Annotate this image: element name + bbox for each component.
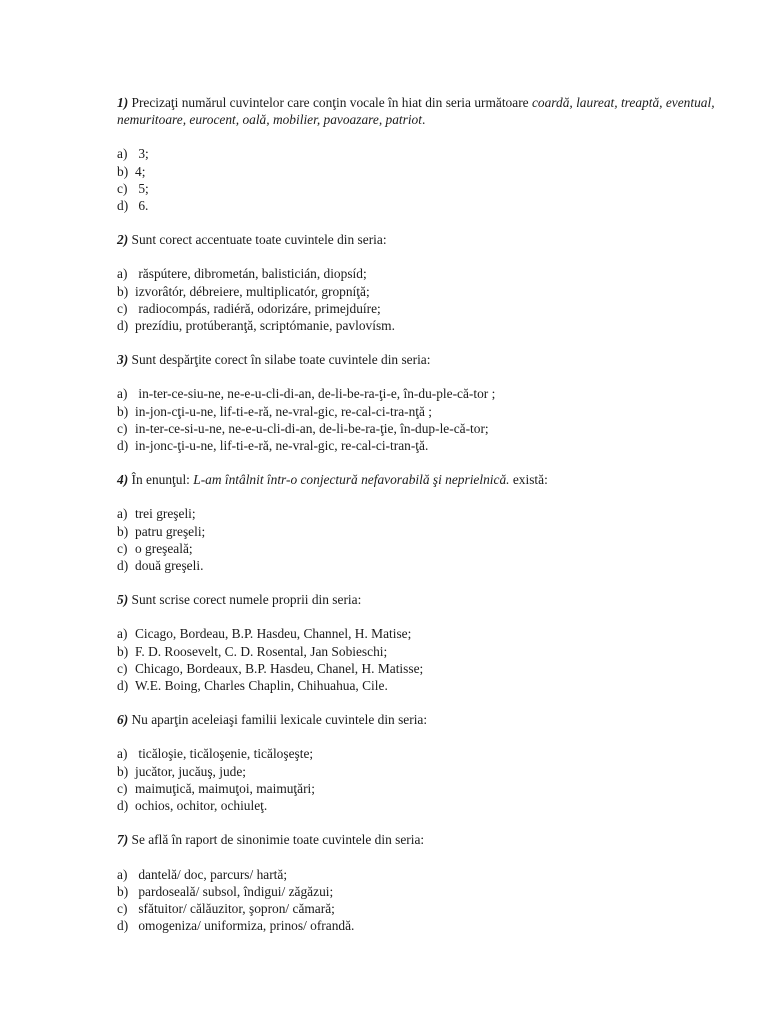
question-text: Sunt despărţite corect în silabe toate cuvintele din seria: bbox=[128, 352, 431, 368]
option-text: omogeniza/ uniformiza, prinos/ ofrandă. bbox=[135, 918, 355, 934]
answer-option bbox=[117, 797, 717, 814]
answer-options bbox=[117, 625, 717, 694]
option-letter: d) bbox=[117, 678, 129, 694]
option-text: răspútere, dibrometán, balisticián, diopsíd; bbox=[135, 266, 367, 282]
option-text: pardoseală/ subsol, îndigui/ zăgăzui; bbox=[135, 883, 334, 899]
question-prompt bbox=[117, 351, 717, 368]
answer-option bbox=[117, 625, 717, 642]
question-text: Se află în raport de sinonimie toate cuvintele din seria: bbox=[128, 832, 425, 848]
option-letter: d) bbox=[117, 198, 129, 214]
answer-option bbox=[117, 300, 717, 317]
option-letter: a) bbox=[117, 266, 128, 282]
answer-option bbox=[117, 283, 717, 300]
option-text: W.E. Boing, Charles Chaplin, Chihuahua, Cile. bbox=[135, 678, 388, 694]
question-text: Precizaţi numărul cuvintelor care conţin vocale în hiat din seria următoare bbox=[128, 95, 532, 110]
option-text: Chicago, Bordeaux, B.P. Hasdeu, Chanel, H. Matisse; bbox=[135, 660, 424, 676]
option-text: jucător, jucăuş, jude; bbox=[135, 763, 247, 779]
question-prompt bbox=[117, 831, 717, 848]
option-text: Cicago, Bordeau, B.P. Hasdeu, Channel, H. Matise; bbox=[135, 626, 412, 642]
option-text: 4; bbox=[135, 163, 146, 179]
answer-option bbox=[117, 523, 717, 540]
option-letter: a) bbox=[117, 386, 128, 402]
answer-options bbox=[117, 265, 717, 334]
question-number: 2) bbox=[117, 232, 129, 248]
option-letter: d) bbox=[117, 318, 129, 334]
answer-options bbox=[117, 866, 717, 935]
option-text: 3; bbox=[135, 146, 149, 162]
option-text: ticăloşie, ticăloşenie, ticăloşeşte; bbox=[135, 746, 314, 762]
option-text: in-ter-ce-si-u-ne, ne-e-u-cli-di-an, de-li-be-ra-ţie, în-dup-le-că-tor; bbox=[135, 420, 489, 436]
answer-option bbox=[117, 917, 717, 934]
question-prompt bbox=[117, 591, 717, 608]
question-emphasis: L-am întâlnit într-o conjectură nefavorabilă şi neprielnică. bbox=[193, 472, 510, 488]
option-letter: b) bbox=[117, 883, 129, 899]
option-text: izvorâtór, débreiere, multiplicatór, gropníţă; bbox=[135, 283, 370, 299]
question-number: 3) bbox=[117, 352, 129, 368]
option-text: ochios, ochitor, ochiuleţ. bbox=[135, 798, 268, 814]
answer-option bbox=[117, 866, 717, 883]
option-letter: a) bbox=[117, 626, 128, 642]
option-text: prezídiu, protúberanţă, scriptómanie, pavlovísm. bbox=[135, 318, 395, 334]
answer-options bbox=[117, 505, 717, 574]
question-block bbox=[117, 351, 717, 454]
question-prompt bbox=[117, 711, 717, 728]
question-text: Nu aparţin aceleiaşi familii lexicale cuvintele din seria: bbox=[128, 712, 428, 728]
question-prompt bbox=[117, 471, 717, 488]
answer-options bbox=[117, 745, 717, 814]
answer-option bbox=[117, 780, 717, 797]
option-letter: b) bbox=[117, 643, 129, 659]
question-prompt bbox=[117, 231, 717, 248]
question-text: Sunt scrise corect numele proprii din seria: bbox=[128, 592, 362, 608]
answer-option bbox=[117, 145, 717, 162]
option-text: două greşeli. bbox=[135, 558, 204, 574]
option-letter: b) bbox=[117, 283, 129, 299]
answer-option bbox=[117, 385, 717, 402]
answer-options bbox=[117, 145, 717, 214]
option-letter: d) bbox=[117, 558, 129, 574]
answer-option bbox=[117, 163, 717, 180]
option-letter: c) bbox=[117, 900, 128, 916]
option-text: in-ter-ce-siu-ne, ne-e-u-cli-di-an, de-li-be-ra-ţi-e, în-du-ple-că-tor ; bbox=[135, 386, 496, 402]
question-text: Sunt corect accentuate toate cuvintele din seria: bbox=[128, 232, 387, 248]
option-letter: b) bbox=[117, 523, 129, 539]
answer-option bbox=[117, 317, 717, 334]
option-text: maimuţică, maimuţoi, maimuţări; bbox=[135, 780, 315, 796]
question-number: 1) bbox=[117, 95, 129, 110]
answer-option bbox=[117, 557, 717, 574]
question-number: 5) bbox=[117, 592, 129, 608]
option-letter: a) bbox=[117, 866, 128, 882]
option-text: in-jonc-ţi-u-ne, lif-ti-e-ră, ne-vral-gic, re-cal-ci-tran-ţă. bbox=[135, 438, 429, 454]
question-emphasis: coardă, laureat, treaptă, eventual, nemuritoare, eurocent, oală, mobilier, pavoazare, patriot bbox=[117, 95, 715, 128]
option-letter: a) bbox=[117, 746, 128, 762]
option-text: F. D. Roosevelt, C. D. Rosental, Jan Sobieschi; bbox=[135, 643, 388, 659]
option-letter: c) bbox=[117, 180, 128, 196]
question-block bbox=[117, 94, 717, 214]
document-page bbox=[117, 94, 717, 951]
question-block bbox=[117, 231, 717, 334]
option-letter: c) bbox=[117, 660, 128, 676]
option-text: o greşeală; bbox=[135, 540, 193, 556]
option-letter: d) bbox=[117, 438, 129, 454]
option-text: 5; bbox=[135, 180, 149, 196]
option-letter: c) bbox=[117, 780, 128, 796]
option-text: in-jon-cţi-u-ne, lif-ti-e-ră, ne-vral-gic, re-cal-ci-tra-nţă ; bbox=[135, 403, 433, 419]
option-text: 6. bbox=[135, 198, 149, 214]
answer-option bbox=[117, 540, 717, 557]
question-block bbox=[117, 591, 717, 694]
answer-option bbox=[117, 745, 717, 762]
question-block bbox=[117, 711, 717, 814]
answer-option bbox=[117, 883, 717, 900]
option-text: dantelă/ doc, parcurs/ hartă; bbox=[135, 866, 288, 882]
answer-option bbox=[117, 677, 717, 694]
question-number: 4) bbox=[117, 472, 129, 488]
question-tail: există: bbox=[509, 472, 548, 488]
option-letter: c) bbox=[117, 540, 128, 556]
option-letter: d) bbox=[117, 918, 129, 934]
option-text: patru greşeli; bbox=[135, 523, 206, 539]
question-tail: . bbox=[421, 112, 426, 128]
answer-option bbox=[117, 197, 717, 214]
question-text: În enunţul: bbox=[128, 472, 194, 488]
question-block bbox=[117, 831, 717, 934]
option-letter: a) bbox=[117, 506, 128, 522]
answer-option bbox=[117, 265, 717, 282]
answer-option bbox=[117, 180, 717, 197]
answer-option bbox=[117, 660, 717, 677]
option-letter: c) bbox=[117, 420, 128, 436]
answer-option bbox=[117, 900, 717, 917]
option-letter: a) bbox=[117, 146, 128, 162]
question-number: 7) bbox=[117, 832, 129, 848]
answer-options bbox=[117, 385, 717, 454]
option-letter: c) bbox=[117, 300, 128, 316]
option-text: trei greşeli; bbox=[135, 506, 196, 522]
answer-option bbox=[117, 403, 717, 420]
option-letter: b) bbox=[117, 163, 129, 179]
answer-option bbox=[117, 763, 717, 780]
option-letter: d) bbox=[117, 798, 129, 814]
option-text: radiocompás, radiéră, odorizáre, primejduíre; bbox=[135, 300, 381, 316]
option-letter: b) bbox=[117, 403, 129, 419]
answer-option bbox=[117, 505, 717, 522]
question-number: 6) bbox=[117, 712, 129, 728]
question-prompt bbox=[117, 94, 717, 128]
answer-option bbox=[117, 437, 717, 454]
answer-option bbox=[117, 643, 717, 660]
question-block bbox=[117, 471, 717, 574]
option-letter: b) bbox=[117, 763, 129, 779]
answer-option bbox=[117, 420, 717, 437]
option-text: sfătuitor/ călăuzitor, şopron/ cămară; bbox=[135, 900, 335, 916]
